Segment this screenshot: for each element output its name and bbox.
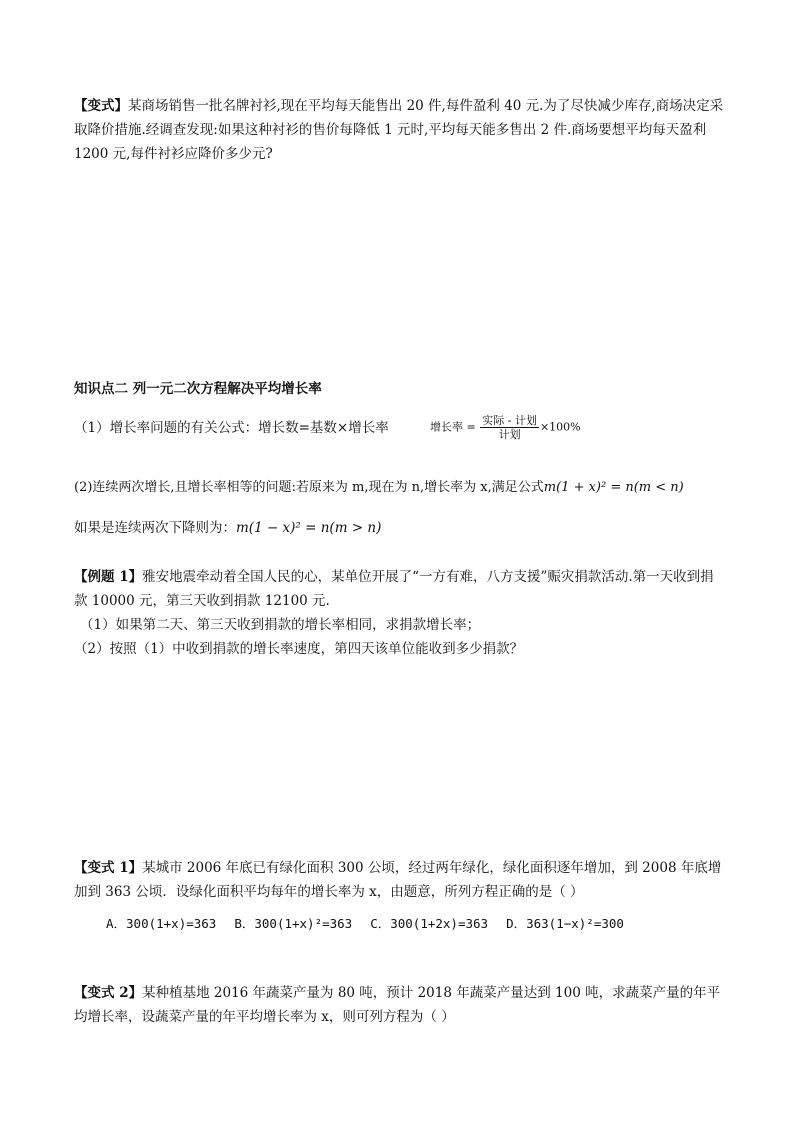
variant-1-text: 某城市 2006 年底已有绿化面积 300 公顷，经过两年绿化，绿化面积逐年增加，到 2008 年底增加到 363 公顷．设绿化面积平均每年的增长率为 x，由题意，所列方程正确的是（ ） <box>74 860 722 900</box>
growth-formula-text: （1）增长率问题的有关公式：增长数=基数×增长率 <box>74 420 389 436</box>
formula-tail: ×100% <box>539 420 581 434</box>
growth-rate-formula <box>430 414 581 441</box>
option-b: B．300(1+x)²=363 <box>234 916 353 931</box>
variant-1-options <box>106 912 756 936</box>
option-c: C．300(1+2x)=363 <box>370 916 489 931</box>
example-1 <box>74 565 724 613</box>
formula-fraction <box>480 414 539 441</box>
formula-line-3 <box>74 516 724 540</box>
option-a: A．300(1+x)=363 <box>106 916 217 931</box>
section-heading: 知识点二 列一元二次方程解决平均增长率 <box>74 381 322 397</box>
variant-2 <box>74 981 724 1029</box>
fraction-denominator: 计划 <box>498 428 521 441</box>
variant-1-tag: 【变式 1】 <box>74 860 143 876</box>
example-q1: （1）如果第二天、第三天收到捐款的增长率相同，求捐款增长率； <box>80 617 481 633</box>
two-decrease-text: 如果是连续两次下降则为： <box>74 520 236 536</box>
formula-line-1 <box>74 416 734 440</box>
decrease-formula: m(1 − x)² = n(m > n) <box>236 520 382 536</box>
formula-lhs: 增长率 = <box>430 420 476 434</box>
option-d: D．363(1−x)²=300 <box>506 916 624 931</box>
variant-problem <box>74 94 724 166</box>
formula-line-2 <box>74 476 734 500</box>
variant-tag: 【变式】 <box>74 98 128 114</box>
increase-formula: m(1 + x)² = n(m < n) <box>543 480 684 495</box>
two-increase-text: (2)连续两次增长,且增长率相等的问题:若原来为 m,现在为 n,增长率为 x,满足公式 <box>74 480 544 495</box>
variant-2-text: 某种植基地 2016 年蔬菜产量为 80 吨，预计 2018 年蔬菜产量达到 100 吨，求蔬菜产量的年平均增长率，设蔬菜产量的年平均增长率为 x，则可列方程为（ ） <box>74 985 721 1025</box>
variant-1 <box>74 856 724 904</box>
variant-2-tag: 【变式 2】 <box>74 985 143 1001</box>
example-text: 雅安地震牵动着全国人民的心，某单位开展了“一方有难，八方支援”赈灾捐款活动.第一天收到捐款 10000 元，第三天收到捐款 12100 元. <box>74 569 714 609</box>
variant-text: 某商场销售一批名牌衬衫,现在平均每天能售出 20 件,每件盈利 40 元.为了尽快减少库存,商场决定采取降价措施.经调查发现:如果这种衬衫的售价每降低 1 元时,平均每天能多售出 2 件.商场要想平均每天盈利 1200 元,每件衬衫应降价多少元? <box>74 98 724 162</box>
example-tag: 【例题 1】 <box>74 569 143 585</box>
example-q2: （2）按照（1）中收到捐款的增长率速度，第四天该单位能收到多少捐款？ <box>74 641 524 657</box>
fraction-numerator: 实际 - 计划 <box>482 414 537 427</box>
